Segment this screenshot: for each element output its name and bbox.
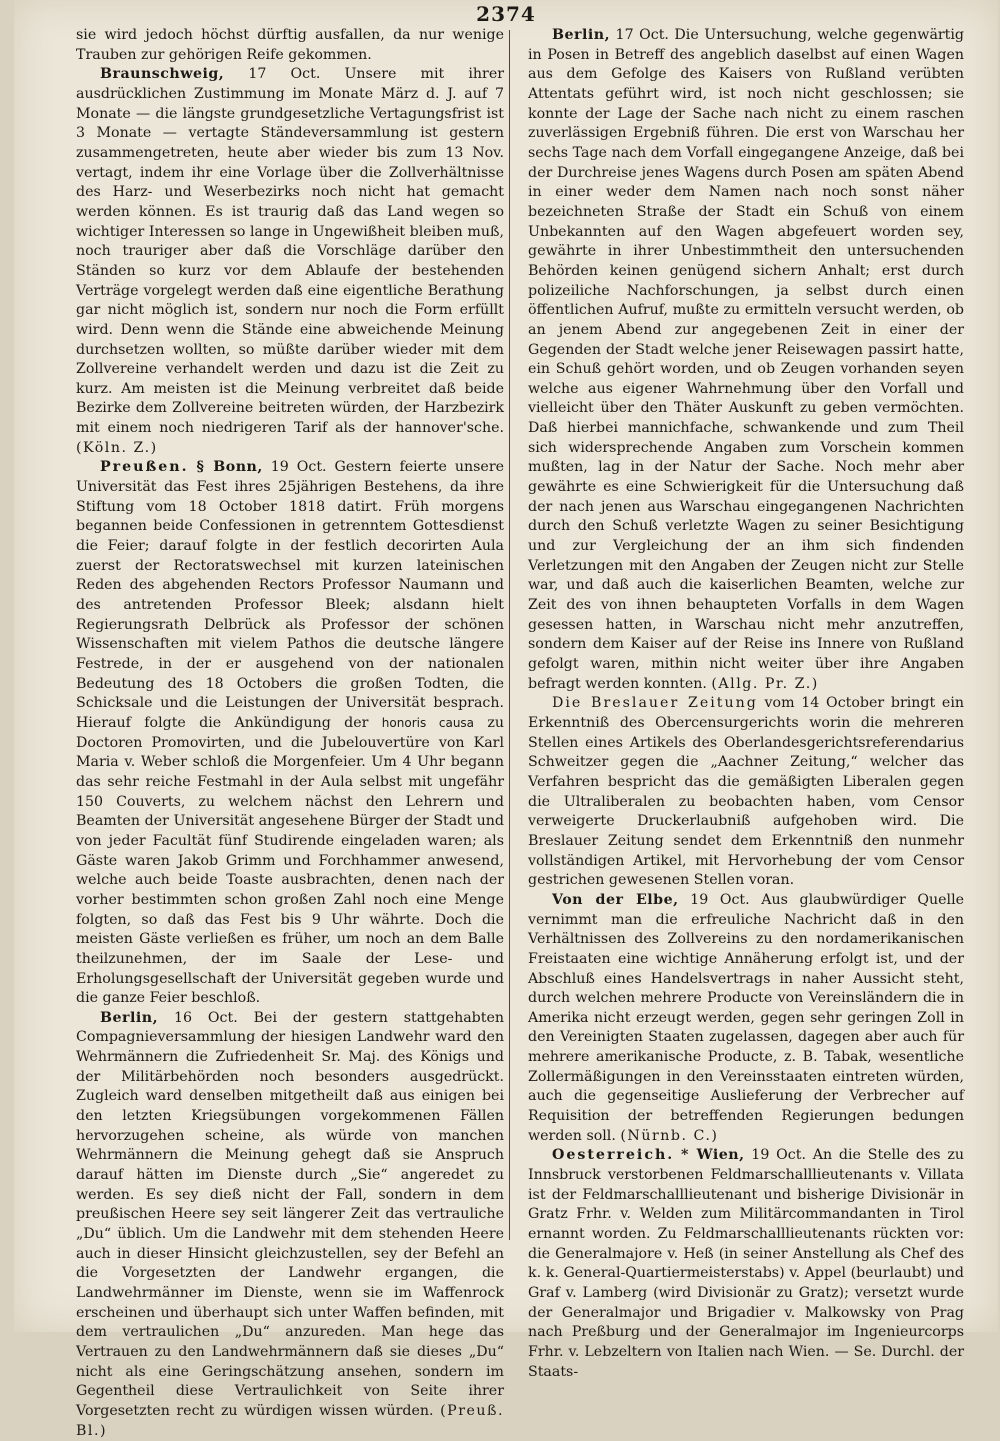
- article-berlin-17: [528, 26, 964, 694]
- article-text: 16 Oct. Bei der gestern stattgehabten Compagnieversammlung der hiesigen Landwehr ward den Wehrmännern die Zufriedenheit Sr. Maj. des Königs und der Militärbehörden noch besonders ausgedrückt. Zugleich ward denselben mitgetheilt daß aus einigen bei den letzten Kriegsübungen vorgekommenen Fällen hervorzugehen scheine, als würde von manchen Wehrmännern die Meinung gehegt daß sie Anspruch darauf hätten im Dienste durch „Sie“ angeredet zu werden. Es sey dieß nicht der Fall, sondern in dem preußischen Heere sey seit längerer Zeit das vertrauliche „Du“ üblich. Um die Landwehr mit dem stehenden Heere auch in dieser Hinsicht gleichzustellen, sey der Befehl an die Vorgesetzten der Landwehr ergangen, die Landwehrmänner im Dienste, wenn sie im Waffenrock erscheinen und überhaupt sich unter Waffen befinden, mit dem vertraulichen „Du“ anzureden. Man hege das Vertrauen zu den Landwehrmännern daß sie dieses „Du“ nicht als eine Geringschätzung ansehen, sondern im Gegentheil diese Vertraulichkeit von Seite ihrer Vorgesetzten recht zu würdigen wissen würden.: [76, 1009, 504, 1419]
- newspaper-name: Die Breslauer Zeitung: [552, 695, 758, 712]
- left-column: [76, 26, 504, 1441]
- dateline-place: * Wien,: [681, 1147, 745, 1164]
- article-wien: [528, 1146, 964, 1382]
- page-number: 2374: [476, 2, 536, 26]
- country-heading: Oesterreich.: [552, 1147, 675, 1164]
- article-text: 17 Oct. Die Untersuchung, welche gegenwärtig in Posen in Betreff des angeblich daselbst auf einen Wagen aus dem Gefolge des Kaisers von Rußland verübten Attentats geführt wird, ist noch nicht geschlossen; sie konnte der Lage der Sache nach nicht zu einem raschen zuverlässigen Ergebniß führen. Die erst von Warschau her sechs Tage nach dem Vorfall eingegangene Anzeige, daß bei der Durchreise jenes Wagens durch Posen am späten Abend in einer weder dem Namen nach noch sonst näher bezeichneten Straße der Stadt ein Schuß von einem Unbekannten auf den Wagen abgefeuert worden sey, gewährte in ihrer Unbestimmtheit den untersuchenden Behörden keinen genügend sichern Anhalt; erst durch polizeiliche Nachforschungen, ja selbst durch einen öffentlichen Aufruf, mußte zu ermitteln versucht werden, ob an jenem Abend zur angegebenen Zeit in einer der Gegenden der Stadt welche jener Reisewagen passirt hatte, ein Schuß gehört worden, und ob Zeugen vorhanden seyen welche aus eigener Wahrnehmung über den Vorfall und vielleicht über den Thäter Auskunft zu geben vermöchten. Daß hierbei mannichfache, schwankende und zum Theil sich widersprechende Angaben zum Vorschein kommen mußten, lag in der Natur der Sache. Noch mehr aber gewährte es eine Schwierigkeit für die Untersuchung daß der nach jenen aus Warschau eingegangenen Nachrichten durch den Schuß verletzte Wagen zu seiner Besichtigung und zur Vergleichung der an ihm sich findenden Verletzungen mit den Angaben der Zeugen nicht zur Stelle war, und daß auch die kaiserlichen Beamten, welche zur Zeit des von ihnen behaupteten Vorfalls in dem Wagen gesessen hatten, in Warschau nicht mehr anzutreffen, sondern dem Kaiser auf der Reise ins Innere von Rußland gefolgt waren, mithin nicht weiter über ihre Angaben befragt werden konnten.: [528, 27, 964, 692]
- article-text: 19 Oct. An die Stelle des zu Innsbruck verstorbenen Feldmarschalllieutenants v. Villata ist der Feldmarschalllieutenant und bisherige Divisionär in Gratz Frhr. v. Welden zum Militärcommandanten in Tirol ernannt worden. Zu Feldmarschalllieutenants rückten vor: die Generalmajore v. Heß (in seiner Anstellung als Chef des k. k. General-Quartiermeisterstabs) v. Appel (beurlaubt) und Graf v. Lamberg (wird Divisionär zu Gratz); versetzt wurde der Generalmajor und Brigadier v. Malkowsky von Prag nach Preßburg und der Generalmajor im Ingenieurcorps Frhr. v. Lebzeltern von Italien nach Wien. — Se. Durchl. der Staats-: [528, 1147, 964, 1380]
- newspaper-page: [14, 0, 998, 1439]
- column-rule: [509, 30, 510, 1240]
- article-text: vom 14 October bringt ein Erkenntniß des Obercensurgerichts worin die mehreren Stellen eines Artikels des Oberlandesgerichtsreferendarius Schweitzer gegen die „Aachner Zeitung,“ welcher das Verfahren bespricht das die gemäßigten Liberalen gegen die Ultraliberalen zu beobachten haben, vom Censor verweigerte Druckerlaubniß aufgehoben wird. Die Breslauer Zeitung sendet dem Erkenntniß den nunmehr vollständigen Artikel, mit Hervorhebung der vom Censor gestrichen gewesenen Stellen voran.: [528, 695, 964, 889]
- article-source: (Nürnb. C.): [620, 1127, 719, 1144]
- dateline-place: Berlin,: [100, 1009, 159, 1026]
- dateline-place: Braunschweig,: [100, 66, 225, 83]
- article-source: (Köln. Z.): [76, 439, 158, 456]
- right-column: [528, 26, 964, 1382]
- article-text: 19 Oct. Gestern feierte unsere Universität das Fest ihres 25jährigen Bestehens, da ihre Stiftung vom 18 October 1818 datirt. Früh morgens begannen beide Confessionen in getrenntem Gottesdienst die Feier; darauf folgte in der festlich decorirten Aula zuerst der Rectoratswechsel mit kurzen lateinischen Reden des abgehenden Rectors Professor Naumann und des antretenden Professor Bleek; alsdann hielt Regierungsrath Delbrück als Professor der schönen Wissenschaften mit vielem Pathos die deutsche längere Festrede, in der er ausgehend von der nationalen Bedeutung des 18 Octobers die großen Todten, die Schicksale und die Leistungen der Universität besprach. Hierauf folgte die Ankündigung der: [76, 459, 505, 731]
- article-bonn: [76, 458, 504, 1008]
- continuation-text: sie wird jedoch höchst dürftig ausfallen, da nur wenige Trauben zur gehörigen Reife gekommen.: [76, 27, 504, 63]
- article-berlin-16: [76, 1009, 504, 1441]
- article-elbe: [528, 891, 964, 1147]
- article-braunschweig: [76, 65, 504, 458]
- dateline-place: § Bonn,: [196, 459, 263, 476]
- article-text: 19 Oct. Aus glaubwürdiger Quelle vernimmt man die erfreuliche Nachricht daß in den Verhältnissen des Zollvereins zu den nordamerikanischen Freistaaten eine wichtige Annäherung erfolgt ist, und der Abschluß eines Handelsvertrags in naher Aussicht steht, durch welchen mehrere Producte von Vereinsländern die in Amerika nicht erzeugt werden, gegen sehr geringen Zoll in den Vereinigten Staaten zugelassen, dagegen aber auch für mehrere amerikanische Producte, z. B. Tabak, wesentliche Zollermäßigungen in den Vereinsstaaten eintreten würden, auch die gegenseitige Auslieferung der Verbrecher auf Requisition der betreffenden Regierungen bedungen werden soll.: [528, 891, 964, 1144]
- dateline-place: Von der Elbe,: [552, 891, 679, 908]
- article-continuation: [76, 26, 504, 65]
- latin-phrase: honoris causa: [381, 715, 475, 730]
- article-text-continued: zu Doctoren Promovirten, und die Jubelouvertüre von Karl Maria v. Weber schloß die Morgenfeier. Um 4 Uhr begann das sehr reiche Festmahl in der Aula selbst mit ungefähr 150 Couverts, zu welchem nächst den Lehrern und Beamten der Universität angesehene Bürger der Stadt und von jeder Facultät fünf Studirende eingeladen waren; als Gäste waren Jakob Grimm und Forchhammer anwesend, welche auch beide Toaste ausbrachten, denen nach der vorher bestimmten schon großen Zahl noch eine Menge folgten, so daß das Fest bis 9 Uhr währte. Doch die meisten Gäste verließen es früher, um noch an dem Balle theilzunehmen, der im Saale der Lese- und Erholungsgesellschaft der Universität gegeben wurde und die ganze Feier beschloß.: [76, 714, 504, 1007]
- article-breslauer-zeitung: [528, 694, 964, 891]
- article-text: 17 Oct. Unsere mit ihrer ausdrücklichen Zustimmung im Monate März d. J. auf 7 Monate — die längste grundgesetzliche Vertagungsfrist ist 3 Monate — vertagte Ständeversammlung ist gestern zusammengetreten, heute aber wieder bis zum 13 Nov. vertagt, indem ihr eine Vorlage über die Zollverhältnisse des Harz- und Weserbezirks noch nicht hat gemacht werden können. Es ist traurig daß das Land wegen so wichtiger Interessen so lange in Ungewißheit bleiben muß, noch trauriger aber daß die Vorschläge darüber den Ständen so kurz vor dem Ablaufe der bestehenden Verträge vorgelegt werden daß eine eigentliche Berathung gar nicht möglich ist, sondern nur noch die Form erfüllt wird. Denn wenn die Stände eine abweichende Meinung durchsetzen wollten, so müßte darüber wieder mit dem Zollvereine verhandelt werden und dazu ist die Zeit zu kurz. Am meisten ist die Meinung verbreitet daß beide Bezirke dem Zollvereine beitreten würden, der Harzbezirk mit einem noch niedrigeren Tarif als der hannover'sche.: [76, 66, 504, 437]
- article-source: (Preuß. Bl.): [76, 1402, 504, 1439]
- dateline-place: Berlin,: [552, 27, 611, 43]
- country-heading: Preußen.: [100, 459, 189, 476]
- article-source: (Allg. Pr. Z.): [711, 675, 819, 692]
